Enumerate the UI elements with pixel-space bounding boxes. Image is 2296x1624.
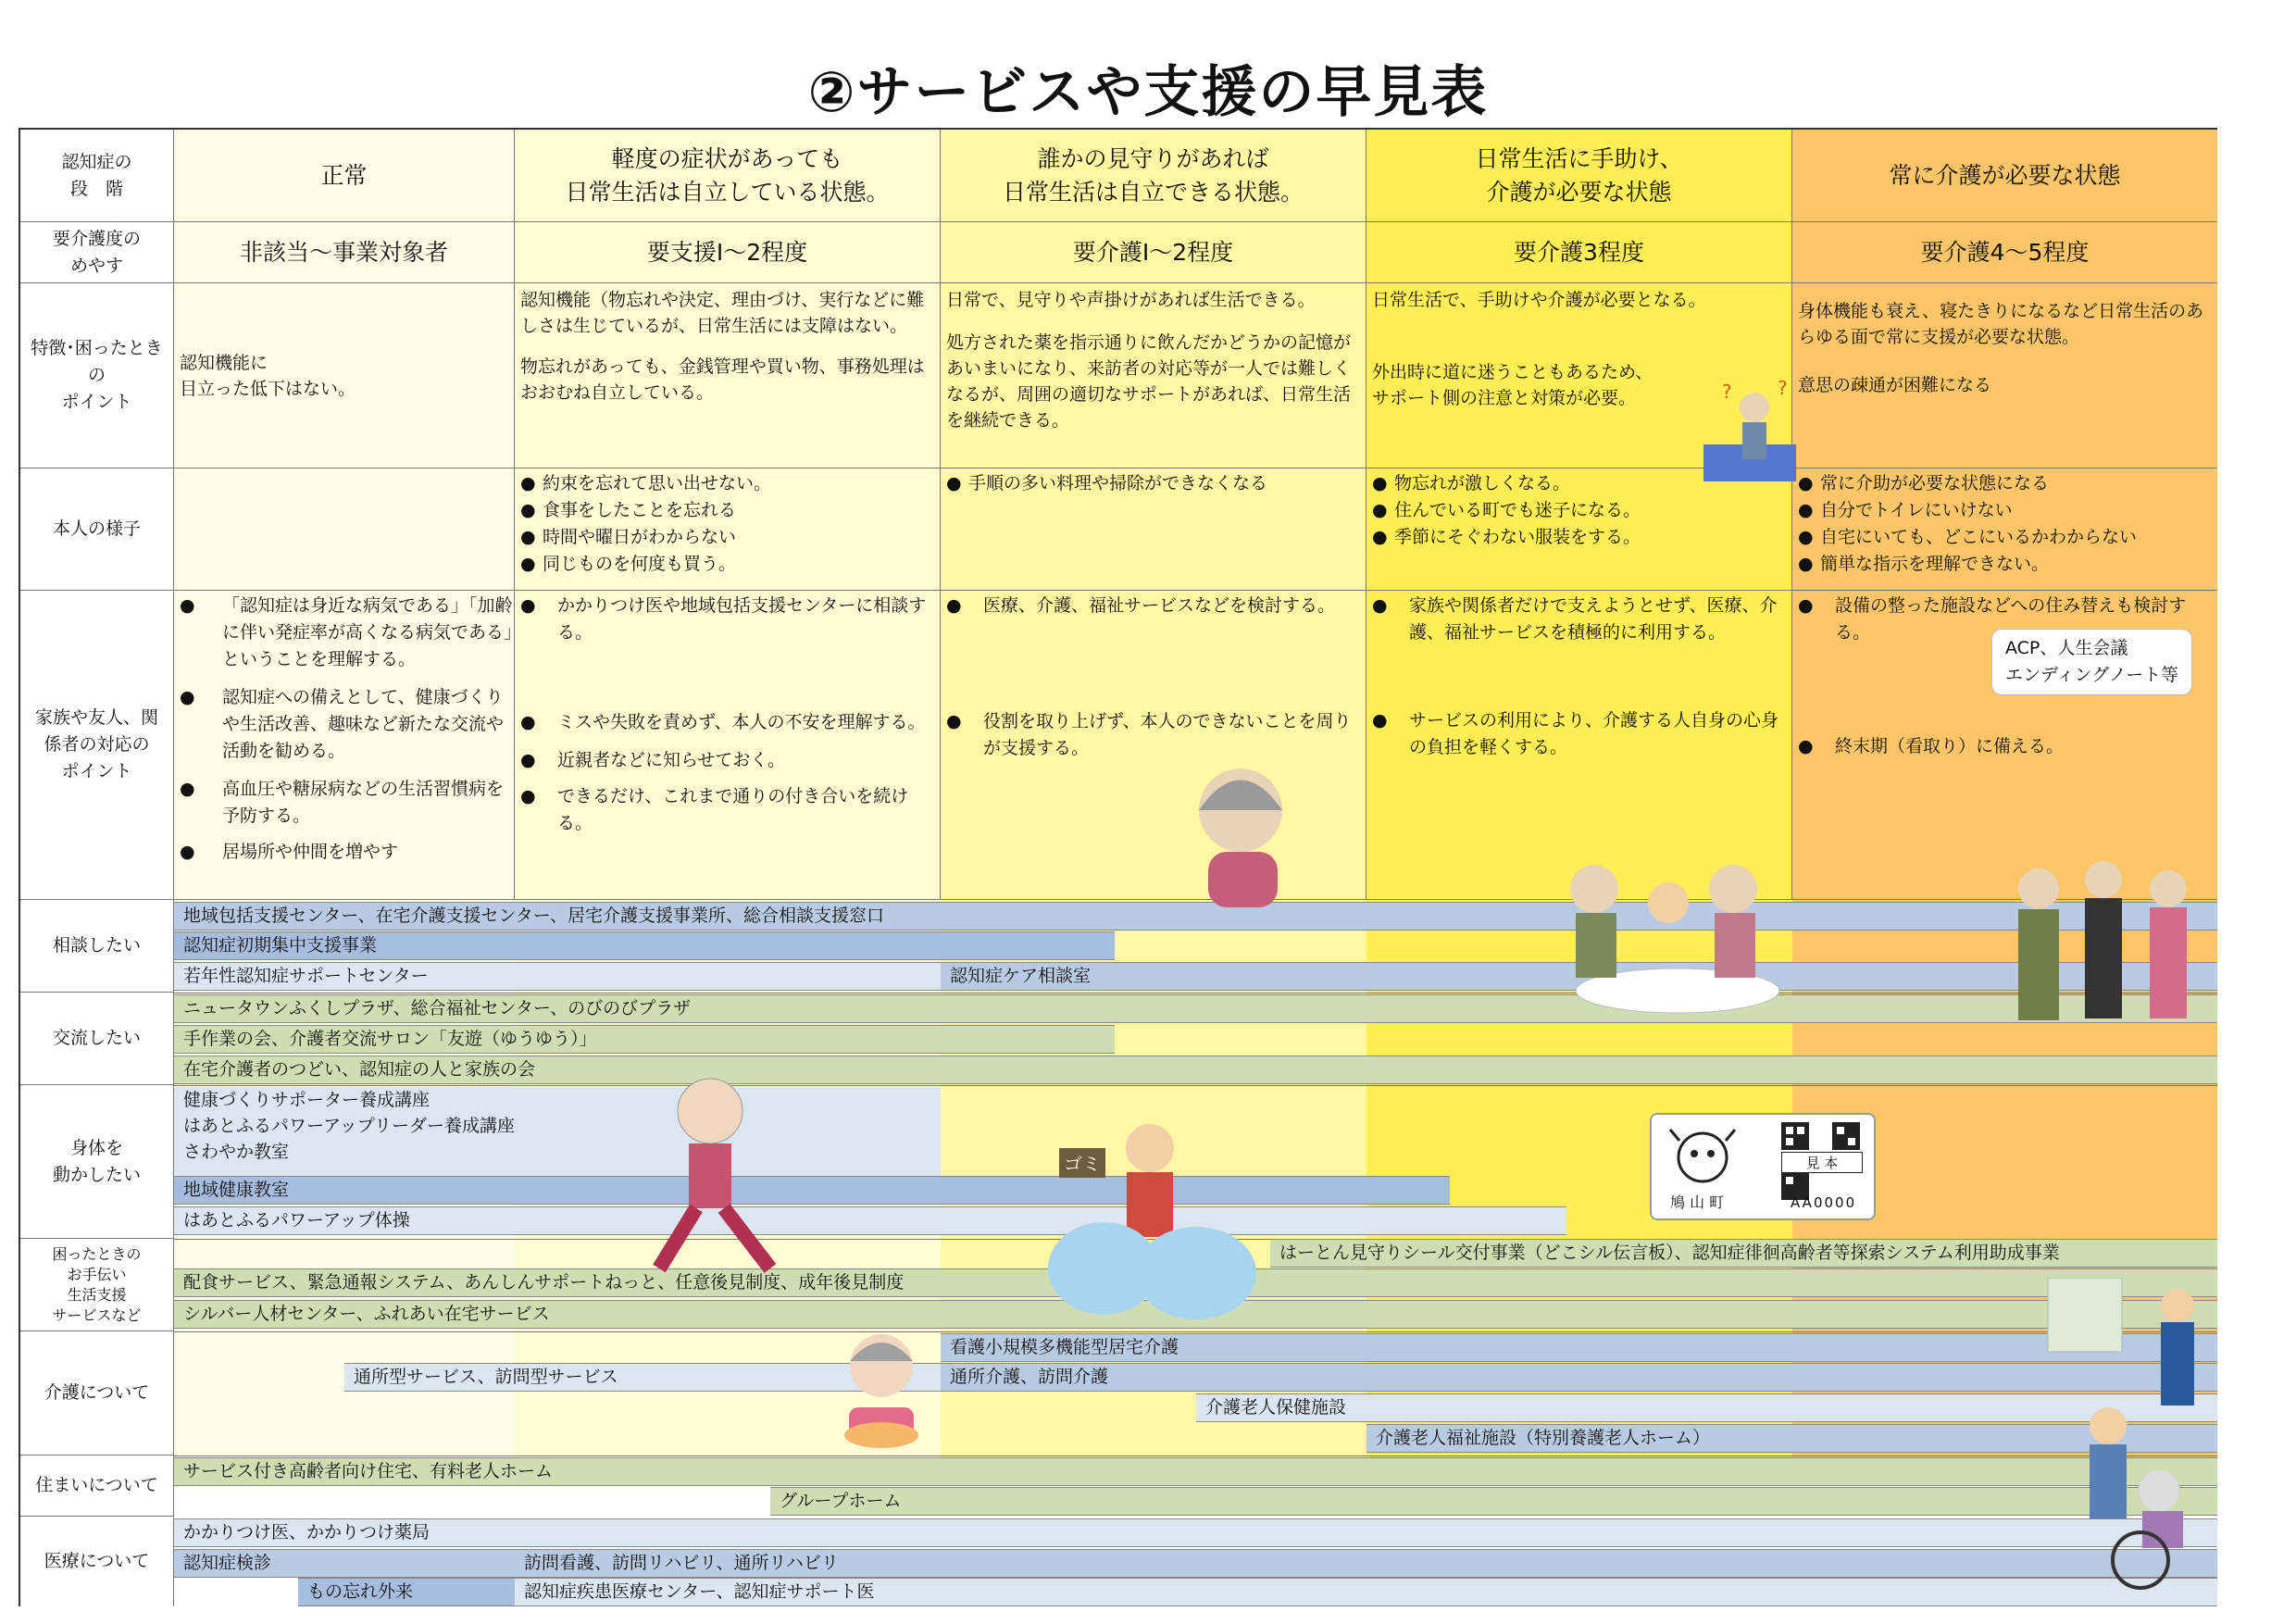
eating-elderly-illustration-icon: [826, 1324, 937, 1454]
svg-text:?: ?: [1722, 381, 1732, 403]
bullet-icon: ●: [1798, 554, 1814, 574]
bullet-item: ● 手順の多い料理や掃除ができなくなる: [941, 470, 1366, 497]
bullet-item: ● 季節にそぐわない服装をする。: [1366, 524, 1791, 551]
self-normal: [174, 468, 515, 591]
service-band[interactable]: 認知症検診: [174, 1549, 515, 1578]
bullet-item: ● 物忘れが激しくなる。: [1366, 470, 1791, 497]
bullet-icon: ●: [1798, 736, 1814, 756]
bullet-icon: ●: [520, 750, 536, 770]
mihon-sticker: [1650, 1113, 1876, 1220]
feature-text: 物忘れがあっても、金銭管理や買い物、事務処理はおおむね自立している。: [520, 356, 925, 403]
row-label-self: 本人の様子: [20, 468, 174, 591]
bullet-item: ● 常に介助が必要な状態になる: [1792, 470, 2217, 497]
feature-text: 身体機能も衰え、寝たきりになるなど日常生活のあらゆる面で常に支援が必要な状態。: [1798, 301, 2204, 347]
bullet-item: ● ミスや失敗を責めず、本人の不安を理解する。: [515, 709, 940, 736]
svg-text:?: ?: [1778, 380, 1788, 399]
service-band[interactable]: はあとふるパワーアップリーダー養成講座: [183, 1116, 515, 1136]
service-band[interactable]: 地域包括支援センター、在宅介護支援センター、居宅介護支援事業所、総合相談支援窓口: [174, 902, 2217, 931]
row-label-housing: 住まいについて: [20, 1455, 174, 1517]
stage-full-care: 常に介護が必要な状態: [1792, 130, 2217, 222]
service-band[interactable]: グループホーム: [770, 1487, 2217, 1516]
bullet-icon: ●: [180, 779, 195, 799]
care-staff-illustration-icon: [2002, 852, 2215, 1083]
row-divider: [174, 1455, 2217, 1456]
service-band[interactable]: 配食サービス、緊急通報システム、あんしんサポートねっと、任意後見制度、成年後見制度: [174, 1268, 2217, 1297]
garbage-bags-illustration-icon: [1039, 1102, 1279, 1324]
service-band[interactable]: 地域健康教室: [174, 1176, 1450, 1205]
lost-elderly-illustration-icon: [1703, 380, 1805, 481]
row-divider: [174, 1085, 2217, 1086]
feature-watch: [941, 283, 1366, 468]
feature-text: 意思の疎通が困難になる: [1798, 375, 1992, 395]
self-watch: [941, 468, 1366, 591]
service-band[interactable]: 若年性認知症サポートセンター: [174, 962, 941, 991]
bullet-item: ● 約束を忘れて思い出せない。: [515, 470, 940, 497]
bullet-icon: ●: [520, 595, 536, 616]
row-label-care-level: 要介護度の めやす: [20, 222, 174, 283]
bullet-item: ● 高血圧や糖尿病などの生活習慣病を予防する。: [174, 776, 514, 830]
qr-code-icon: [1781, 1122, 1809, 1150]
bullet-icon: ●: [520, 527, 536, 547]
feature-full-care: [1792, 283, 2217, 468]
service-band[interactable]: 健康づくりサポーター養成講座: [183, 1090, 430, 1110]
service-band[interactable]: 介護老人福祉施設（特別養護老人ホーム）: [1366, 1424, 2217, 1453]
bullet-icon: ●: [520, 554, 536, 574]
service-band[interactable]: はあとふるパワーアップ体操: [174, 1206, 1566, 1235]
bullet-item: ● 終末期（看取り）に備える。: [1792, 733, 2217, 760]
stage-watch: 誰かの見守りがあれば 日常生活は自立できる状態。: [941, 130, 1366, 222]
feature-text: 日常生活で、手助けや介護が必要となる。: [1372, 290, 1706, 310]
qr-code-icon: [1832, 1122, 1860, 1150]
service-band[interactable]: ニュータウンふくしプラザ、総合福祉センター、のびのびプラザ: [174, 994, 2217, 1023]
bullet-icon: ●: [1798, 595, 1814, 616]
service-band[interactable]: はーとん見守りシール交付事業（どこシル伝言板）、認知症徘徊高齢者等探索システム利用助成事業: [1270, 1239, 2217, 1268]
care-level-watch: 要介護Ⅰ～2程度: [941, 222, 1366, 283]
self-mild: [515, 468, 941, 591]
acp-callout: ACP、人生会議 エンディングノート等: [1992, 630, 2191, 694]
care-level-assist: 要介護3程度: [1366, 222, 1792, 283]
sticker-code: AA0000: [1791, 1194, 1857, 1211]
row-label-help: 困ったときの お手伝い 生活支援 サービスなど: [20, 1239, 174, 1331]
service-band[interactable]: かかりつけ医、かかりつけ薬局: [174, 1518, 2217, 1547]
gomi-sign: ゴミ: [1064, 1153, 1101, 1175]
bullet-item: ● 近親者などに知らせておく。: [515, 747, 940, 774]
service-band[interactable]: シルバー人材センター、ふれあい在宅サービス: [174, 1300, 2217, 1329]
bullet-icon: ●: [520, 473, 536, 493]
feature-text: 外出時に道に迷うこともあるため、 サポート側の注意と対策が必要。: [1372, 362, 1653, 408]
bullet-item: ● 自分でトイレにいけない: [1792, 497, 2217, 524]
bullet-icon: ●: [1372, 473, 1388, 493]
care-level-mild: 要支援Ⅰ～2程度: [515, 222, 941, 283]
service-band[interactable]: さわやか教室: [183, 1142, 290, 1162]
page-title: ②サービスや支援の早見表: [807, 60, 1489, 125]
service-band[interactable]: 訪問看護、訪問リハビリ、通所リハビリ: [515, 1549, 2217, 1578]
service-band[interactable]: 介護老人保健施設: [1196, 1393, 2217, 1422]
service-band[interactable]: 認知症初期集中支援事業: [174, 931, 1115, 960]
service-band[interactable]: サービス付き高齢者向け住宅、有料老人ホーム: [174, 1457, 2217, 1486]
bullet-item: ● 医療、介護、福祉サービスなどを検討する。: [941, 593, 1366, 619]
bullet-item: ● 家族や関係者だけで支えようとせず、医療、介護、福祉サービスを積極的に利用する。: [1366, 593, 1791, 646]
feature-text: 日常で、見守りや声掛けがあれば生活できる。: [946, 290, 1316, 310]
family-mild: [515, 591, 941, 900]
bullet-icon: ●: [1798, 500, 1814, 520]
bullet-icon: ●: [946, 473, 962, 493]
bullet-icon: ●: [1372, 710, 1388, 731]
bullet-item: ● かかりつけ医や地域包括支援センターに相談する。: [515, 593, 940, 646]
care-level-full-care: 要介護4～5程度: [1792, 222, 2217, 283]
service-table: [19, 128, 2217, 1606]
bullet-item: ● 役割を取り上げず、本人のできないことを周りが支援する。: [941, 708, 1366, 762]
feature-mild: [515, 283, 941, 468]
family-normal: [174, 591, 515, 900]
care-level-normal: 非該当～事業対象者: [174, 222, 515, 283]
row-label-body: 身体を 動かしたい: [20, 1085, 174, 1239]
bullet-item: ● 認知症への備えとして、健康づくりや生活改善、趣味など新たな交流や活動を勧める。: [174, 684, 514, 765]
service-band[interactable]: 通所介護、訪問介護: [941, 1363, 2217, 1392]
row-label-medical: 医療について: [20, 1517, 174, 1606]
row-divider: [174, 1331, 2217, 1332]
feature-normal: 認知機能に 目立った低下はない。: [174, 283, 515, 468]
row-label-consult: 相談したい: [20, 900, 174, 993]
family-meeting-illustration-icon: [1539, 852, 1798, 1018]
bullet-icon: ●: [520, 500, 536, 520]
bullet-icon: ●: [180, 842, 195, 862]
row-label-features: 特徴･困ったとき の ポイント: [20, 283, 174, 468]
wheelchair-care-illustration-icon: [2039, 1278, 2215, 1593]
sticker-mihon: 見 本: [1781, 1152, 1863, 1173]
bullet-item: ● 食事をしたことを忘れる: [515, 497, 940, 524]
bullet-item: ● 簡単な指示を理解できない。: [1792, 551, 2217, 578]
sticker-town: 鳩 山 町: [1670, 1193, 1725, 1211]
bullet-icon: ●: [1372, 500, 1388, 520]
self-full-care: [1792, 468, 2217, 591]
bullet-icon: ●: [180, 595, 195, 616]
bullet-item: ● 時間や曜日がわからない: [515, 524, 940, 551]
bullet-icon: ●: [180, 687, 195, 707]
mascot-icon: [1661, 1122, 1744, 1196]
feature-text: 処方された薬を指示通りに飲んだかどうかの記憶があいまいになり、来訪者の対応等が一人では難しくなるが、周囲の適切なサポートがあれば、日常生活を継続できる。: [946, 332, 1352, 431]
bullet-item: ● 自宅にいても、どこにいるかわからない: [1792, 524, 2217, 551]
stage-mild: 軽度の症状があっても 日常生活は自立している状態。: [515, 130, 941, 222]
bullet-item: ● サービスの利用により、介護する人自身の心身の負担を軽くする。: [1366, 707, 1791, 761]
row-label-stage: 認知症の 段 階: [20, 130, 174, 222]
service-band[interactable]: 在宅介護者のつどい、認知症の人と家族の会: [174, 1056, 2217, 1084]
service-band[interactable]: 認知症疾患医療センター、認知症サポート医: [515, 1578, 2217, 1606]
service-band[interactable]: 手作業の会、介護者交流サロン「友遊（ゆうゆう）」: [174, 1025, 1115, 1054]
bullet-icon: ●: [1798, 473, 1814, 493]
feature-text: 認知機能（物忘れや決定、理由づけ、実行などに難しさは生じているが、日常生活には支障はない。: [520, 290, 925, 336]
row-label-exchange: 交流したい: [20, 993, 174, 1085]
service-band[interactable]: 認知症ケア相談室: [941, 962, 2217, 991]
row-label-care: 介護について: [20, 1331, 174, 1455]
bullet-icon: ●: [946, 595, 962, 616]
service-band[interactable]: 看護小規模多機能型居宅介護: [941, 1333, 2217, 1362]
bullet-icon: ●: [1372, 595, 1388, 616]
stage-normal: 正常: [174, 130, 515, 222]
bullet-icon: ●: [946, 711, 962, 731]
exercising-elderly-illustration-icon: [631, 1065, 789, 1278]
stage-assist: 日常生活に手助け、 介護が必要な状態: [1366, 130, 1792, 222]
bullet-item: ● 居場所や仲間を増やす: [174, 839, 514, 866]
bullet-icon: ●: [520, 786, 536, 806]
service-band[interactable]: 通所型サービス、訪問型サービス: [344, 1363, 941, 1392]
worried-elderly-illustration-icon: [1185, 759, 1305, 907]
bullet-item: ● 設備の整った施設などへの住み替えも検討する。: [1792, 593, 2217, 646]
bullet-icon: ●: [520, 712, 536, 732]
bullet-item: ● 同じものを何度も買う。: [515, 551, 940, 578]
bullet-item: ● できるだけ、これまで通りの付き合いを続ける。: [515, 783, 940, 837]
bullet-icon: ●: [1798, 527, 1814, 547]
self-assist: [1366, 468, 1792, 591]
bullet-icon: ●: [1372, 527, 1388, 547]
bullet-item: ● 「認知症は身近な病気である」「加齢に伴い発症率が高くなる病気である」ということを理解する。: [174, 593, 514, 673]
service-band[interactable]: もの忘れ外来: [298, 1578, 515, 1606]
row-label-family: 家族や友人、関 係者の対応の ポイント: [20, 591, 174, 900]
bullet-item: ● 住んでいる町でも迷子になる。: [1366, 497, 1791, 524]
